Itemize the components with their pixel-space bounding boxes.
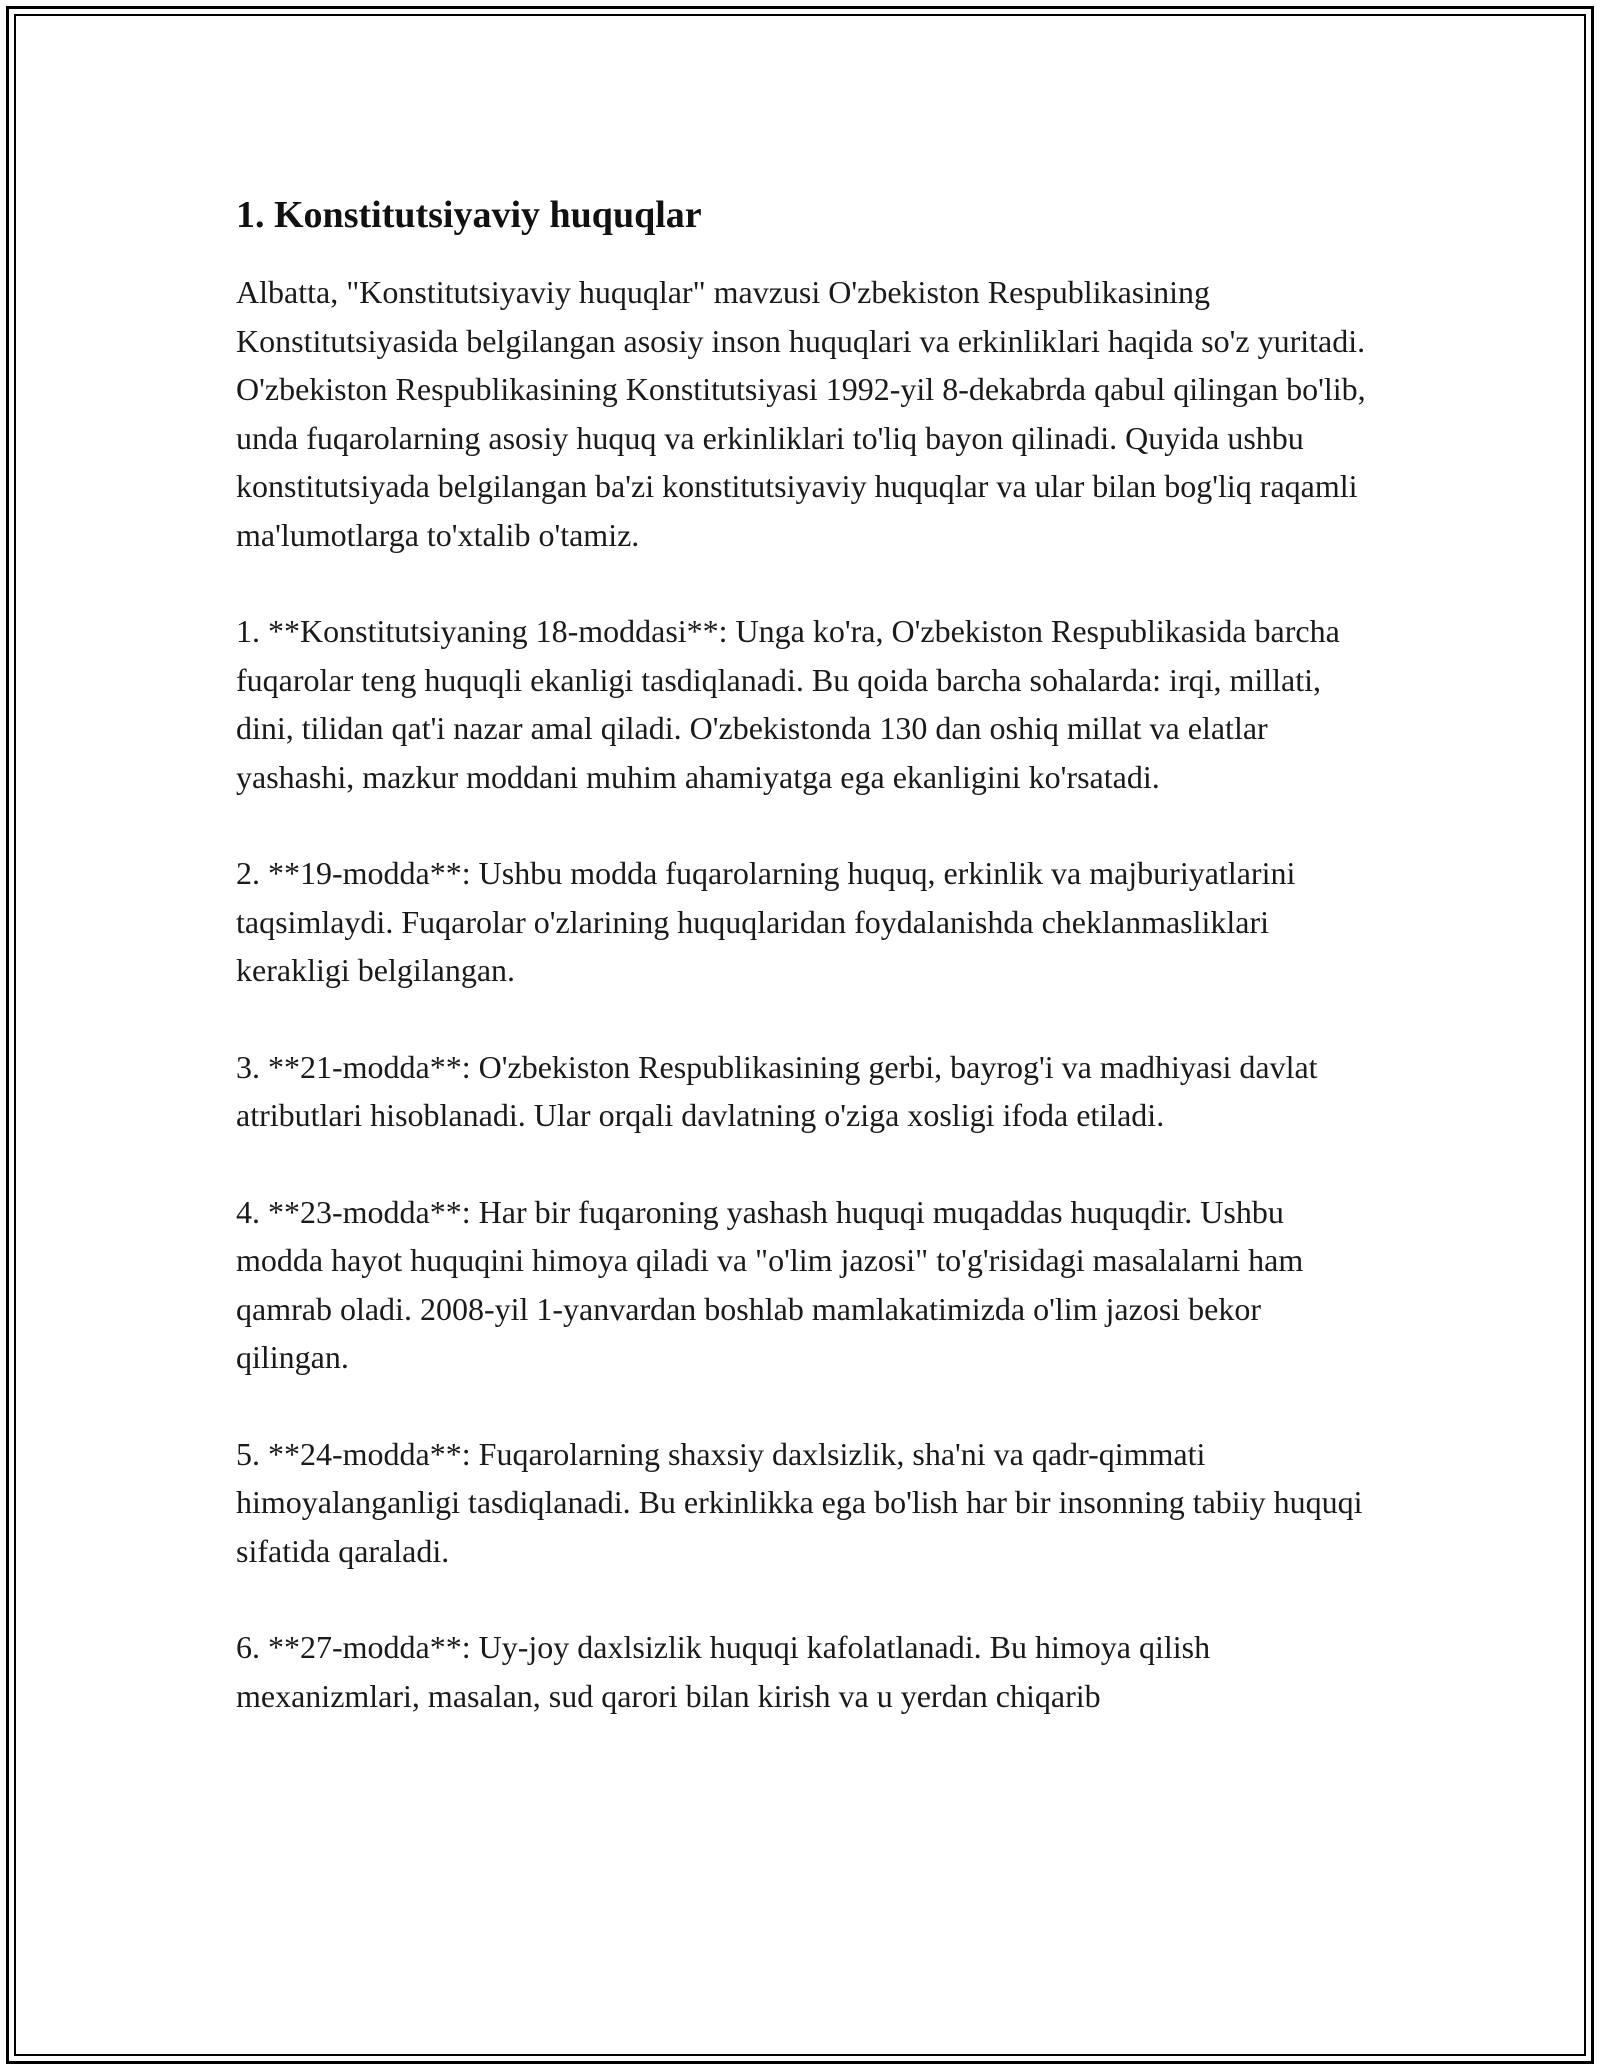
list-item-article-19: 2. **19-modda**: Ushbu modda fuqarolarning huquq, erkinlik va majburiyatlarini taqsimlaydi. Fuqarolar o'zlarining huquqlaridan foydalanishda cheklanmasliklari kerakligi belgilangan. bbox=[236, 855, 1296, 988]
list-item-article-27: 6. **27-modda**: Uy-joy daxlsizlik huquqi kafolatlanadi. Bu himoya qilish mexanizmlari, masalan, sud qarori bilan kirish va u yerdan chiqarib bbox=[236, 1629, 1211, 1714]
section-heading: 1. Konstitutsiyaviy huquqlar bbox=[236, 194, 702, 236]
list-item-article-18: 1. **Konstitutsiyaning 18-moddasi**: Unga ko'ra, O'zbekiston Respublikasida barcha fuqarolar teng huquqli ekanligi tasdiqlanadi. Bu qoida barcha sohalarda: irqi, millati, dini, tilidan qat'i nazar amal qiladi. O'zbekistonda 130 dan oshiq millat va elatlar yashashi, mazkur moddani muhim ahamiyatga ega ekanligini ko'rsatadi. bbox=[236, 613, 1340, 795]
list-item-article-23: 4. **23-modda**: Har bir fuqaroning yashash huquqi muqaddas huquqdir. Ushbu modda hayot huquqini himoya qiladi va "o'lim jazosi" to'g'risidagi masalalarni ham qamrab oladi. 2008-yil 1-yanvardan boshlab mamlakatimizda o'lim jazosi bekor qilingan. bbox=[236, 1193, 1304, 1375]
list-item-article-24: 5. **24-modda**: Fuqarolarning shaxsiy daxlsizlik, sha'ni va qadr-qimmati himoyalanganligi tasdiqlanadi. Bu erkinlikka ega bo'lish har bir insonning tabiiy huquqi sifatida qaraladi. bbox=[236, 1435, 1363, 1569]
list-item-article-21: 3. **21-modda**: O'zbekiston Respublikasining gerbi, bayrog'i va madhiyasi davlat atributlari hisoblanadi. Ular orqali davlatning o'ziga xosligi ifoda etiladi. bbox=[236, 1048, 1318, 1133]
intro-paragraph: Albatta, "Konstitutsiyaviy huquqlar" mavzusi O'zbekiston Respublikasining Konstitutsiyasida belgilangan asosiy inson huquqlari va erkinliklari haqida so'z yuritadi. O'zbekiston Respublikasining Konstitutsiyasi 1992-yil 8-dekabrda qabul qilingan bo'lib, unda fuqarolarning asosiy huquq va erkinliklari to'liq bayon qilinadi. Quyida ushbu konstitutsiyada belgilangan ba'zi konstitutsiyaviy huquqlar va ular bilan bog'liq raqamli ma'lumotlarga to'xtalib o'tamiz. bbox=[236, 274, 1366, 553]
document-body bbox=[236, 188, 1376, 1768]
